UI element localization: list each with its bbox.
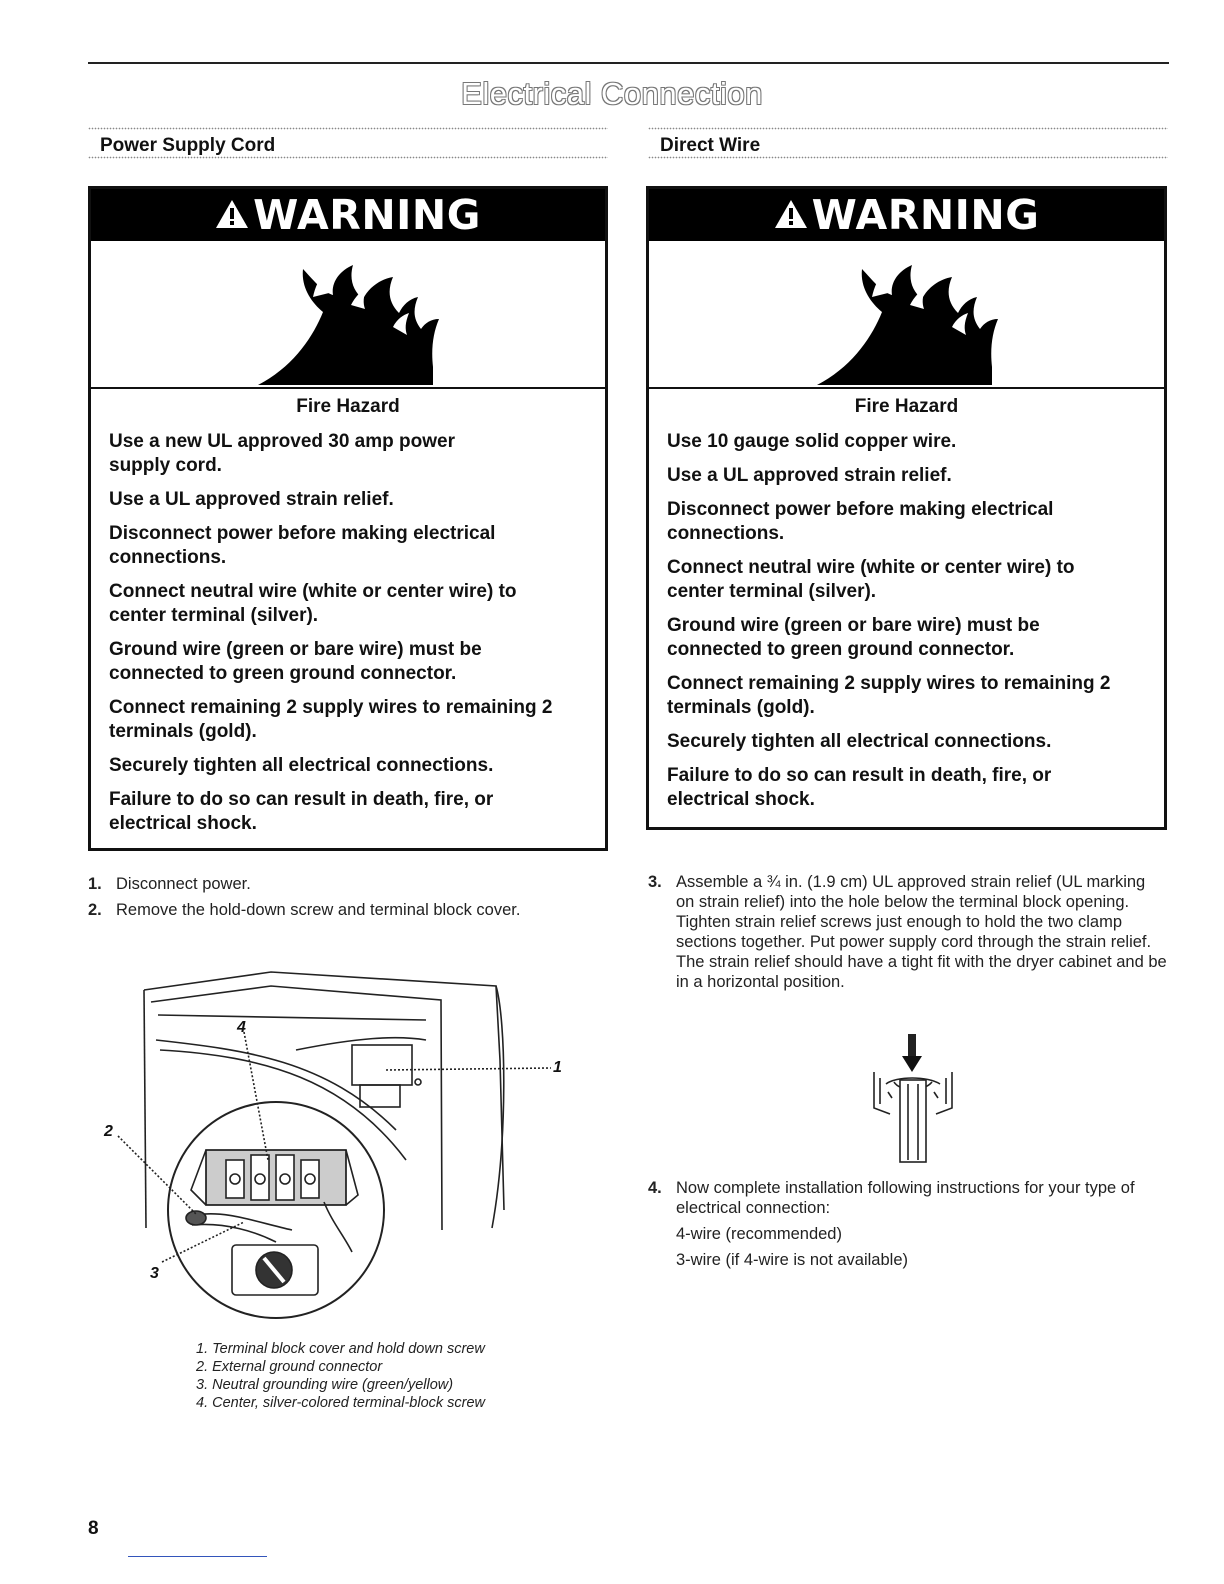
step-item bbox=[88, 900, 588, 920]
step-number: 1. bbox=[88, 875, 102, 893]
caption-item: 4. Center, silver-colored terminal-block screw bbox=[196, 1395, 486, 1411]
step-number: 4. bbox=[648, 1179, 662, 1197]
callout-4: 4 bbox=[237, 1019, 246, 1036]
step-number: 3. bbox=[648, 873, 662, 891]
fire-hazard-icon bbox=[812, 257, 1002, 387]
steps-right bbox=[648, 872, 1168, 998]
step-item bbox=[648, 872, 1168, 992]
warning-banner bbox=[649, 189, 1164, 241]
fire-hazard-icon-area bbox=[91, 241, 605, 389]
fire-hazard-icon bbox=[253, 257, 443, 387]
warning-line: Securely tighten all electrical connections. bbox=[109, 755, 494, 776]
callout-1: 1 bbox=[553, 1059, 562, 1076]
top-rule bbox=[88, 62, 1169, 64]
section-header-power-supply-cord bbox=[88, 127, 608, 159]
warning-line: Ground wire (green or bare wire) must be connected to green ground connector. bbox=[109, 639, 482, 684]
hazard-title: Fire Hazard bbox=[296, 396, 400, 417]
warning-triangle-icon bbox=[215, 191, 249, 239]
warning-line: Connect neutral wire (white or center wire) to center terminal (silver). bbox=[109, 581, 517, 626]
section-title: Power Supply Cord bbox=[100, 135, 276, 156]
section-header-direct-wire bbox=[648, 127, 1168, 159]
section-title: Direct Wire bbox=[660, 135, 761, 156]
page-number: 8 bbox=[88, 1518, 99, 1539]
callout-3: 3 bbox=[150, 1265, 159, 1282]
caption-item: 1. Terminal block cover and hold down screw bbox=[196, 1341, 485, 1357]
warning-line: Failure to do so can result in death, fire, or electrical shock. bbox=[667, 765, 1052, 810]
page-title: Electrical Connection bbox=[461, 76, 763, 111]
caption-item: 2. External ground connector bbox=[196, 1359, 383, 1375]
warning-line: Securely tighten all electrical connections. bbox=[667, 731, 1052, 752]
warning-box-direct-wire bbox=[646, 186, 1167, 830]
hazard-title: Fire Hazard bbox=[854, 396, 959, 417]
figure-captions bbox=[196, 1340, 485, 1412]
steps-right-2 bbox=[648, 1178, 1168, 1276]
step-text: Now complete installation following instructions for your type of electrical connection: bbox=[676, 1179, 1135, 1217]
warning-line: Failure to do so can result in death, fire, or electrical shock. bbox=[109, 789, 494, 834]
wiring-option: 4-wire (recommended) bbox=[676, 1225, 842, 1243]
warning-banner bbox=[91, 189, 605, 241]
wiring-option: 3-wire (if 4-wire is not available) bbox=[676, 1251, 908, 1269]
step-text: Assemble a ¾ in. (1.9 cm) UL approved strain relief (UL marking on strain relief) into the hole below the terminal block opening. Tighten strain relief screws just enough to hold the two clamp sections together. Put power supply cord through the strain relief. The strain relief should have a tight fit with the dryer cabinet and be in a horizontal position. bbox=[676, 873, 1167, 991]
warning-line: Connect neutral wire (white or center wire) to center terminal (silver). bbox=[667, 557, 1075, 602]
fire-hazard-icon-area bbox=[649, 241, 1164, 389]
warning-label: WARNING bbox=[253, 191, 481, 239]
warning-line: Use a UL approved strain relief. bbox=[667, 465, 952, 486]
step-text: Remove the hold-down screw and terminal block cover. bbox=[116, 901, 521, 919]
warning-line: Disconnect power before making electrical connections. bbox=[667, 499, 1054, 544]
warning-line: Use a UL approved strain relief. bbox=[109, 489, 394, 510]
warning-line: Ground wire (green or bare wire) must be connected to green ground connector. bbox=[667, 615, 1040, 660]
warning-line: Use 10 gauge solid copper wire. bbox=[667, 431, 957, 452]
caption-item: 3. Neutral grounding wire (green/yellow) bbox=[196, 1377, 454, 1393]
step-item bbox=[648, 1178, 1168, 1218]
warning-box-power-cord bbox=[88, 186, 608, 851]
warning-triangle-icon bbox=[774, 191, 808, 239]
step-item bbox=[88, 874, 588, 894]
step-number: 2. bbox=[88, 901, 102, 919]
steps-left bbox=[88, 874, 588, 926]
warning-line: Connect remaining 2 supply wires to remaining 2 terminals (gold). bbox=[667, 673, 1111, 718]
warning-line: Disconnect power before making electrical connections. bbox=[109, 523, 496, 568]
step-text: Disconnect power. bbox=[116, 875, 251, 893]
footer-link-line bbox=[128, 1556, 267, 1557]
warning-line: Use a new UL approved 30 amp power supply cord. bbox=[109, 431, 455, 476]
terminal-block-diagram bbox=[96, 960, 576, 1330]
warning-label: WARNING bbox=[811, 191, 1040, 239]
callout-2: 2 bbox=[104, 1123, 113, 1140]
strain-relief-diagram bbox=[868, 1032, 958, 1168]
warning-line: Connect remaining 2 supply wires to remaining 2 terminals (gold). bbox=[109, 697, 553, 742]
